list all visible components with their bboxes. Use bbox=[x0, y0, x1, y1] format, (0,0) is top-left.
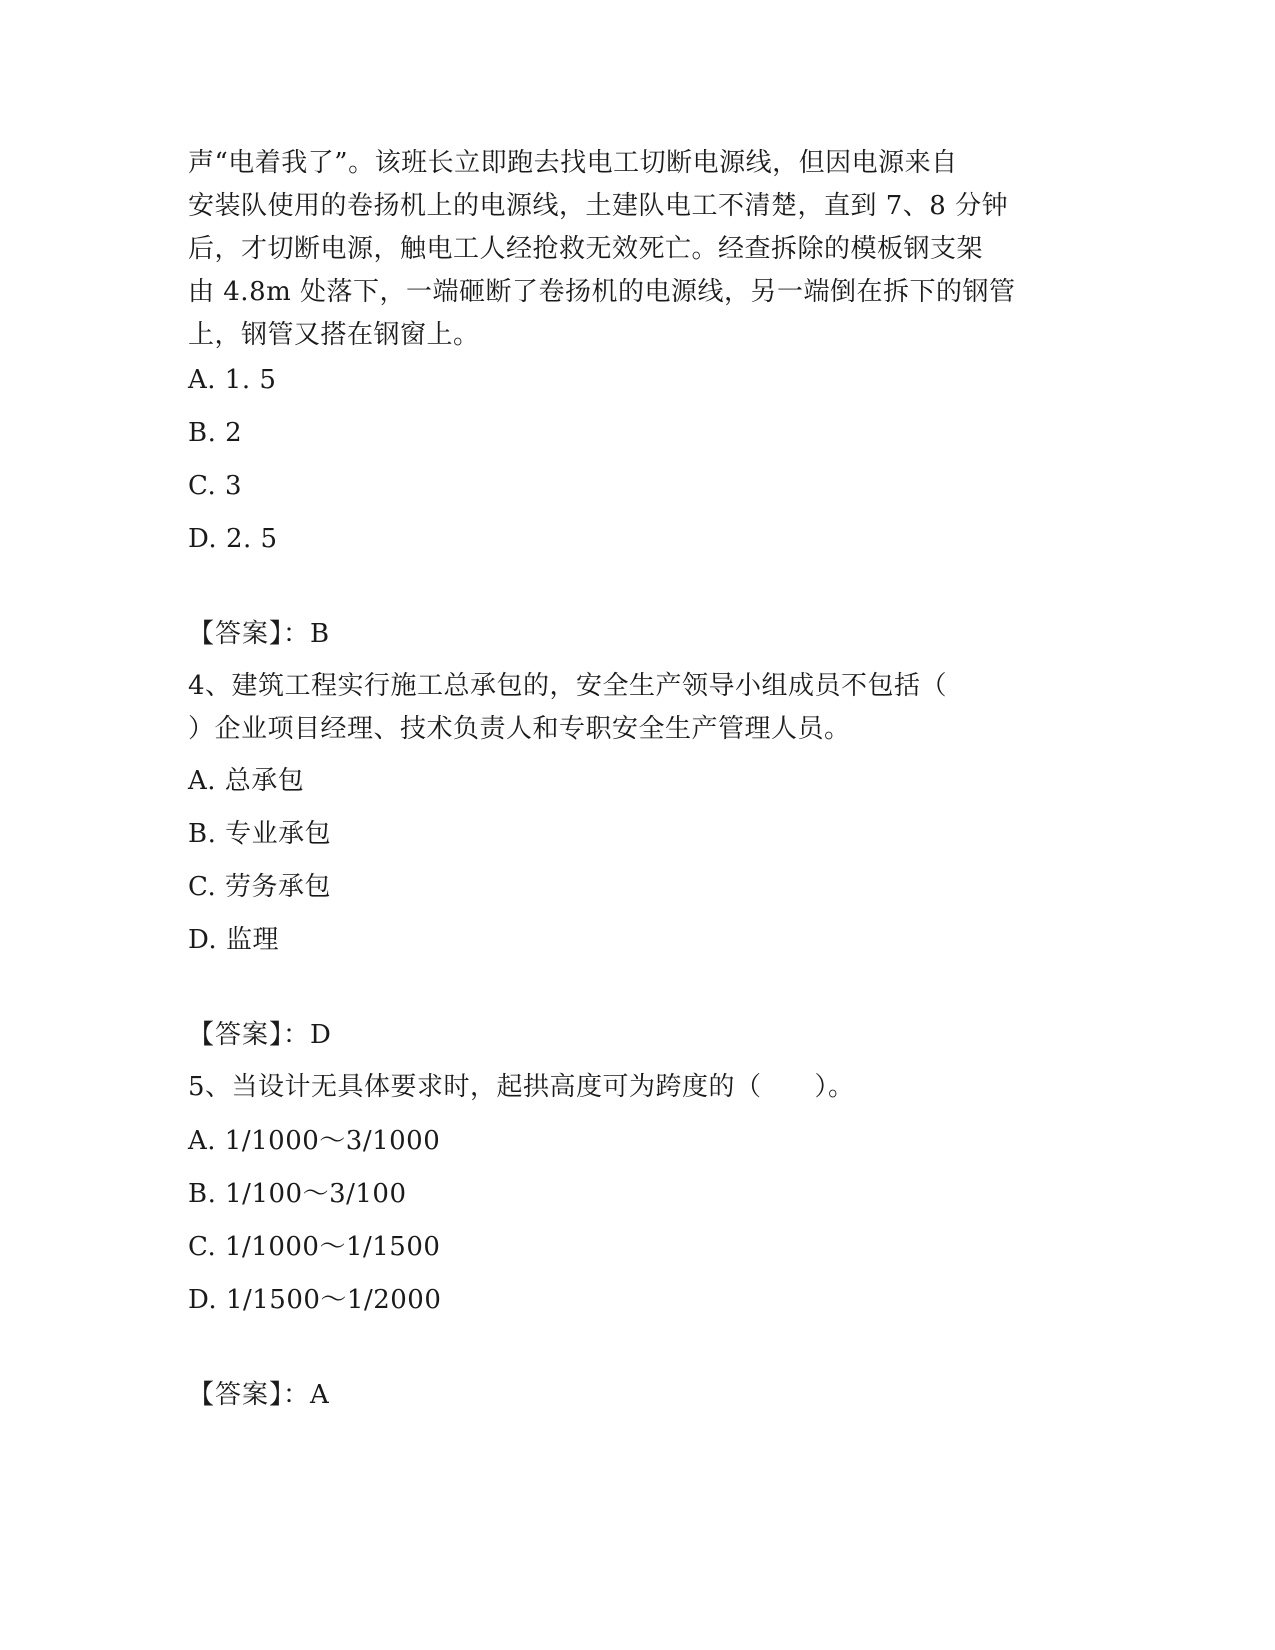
question-3-option-c: C. 3 bbox=[188, 471, 243, 501]
question-3-stem bbox=[188, 142, 1088, 357]
question-5-stem-line: 5、当设计无具体要求时，起拱高度可为跨度的（ ）。 bbox=[188, 1072, 855, 1102]
question-3-answer: 【答案】：B bbox=[188, 619, 331, 649]
question-3-option-b: B. 2 bbox=[188, 418, 243, 448]
question-4-stem bbox=[188, 665, 1088, 751]
question-4-option-b: B. 专业承包 bbox=[188, 819, 332, 849]
question-3-stem-line: 上，钢管又搭在钢窗上。 bbox=[188, 320, 480, 350]
question-4-option-a: A. 总承包 bbox=[188, 766, 305, 796]
question-4-answer: 【答案】：D bbox=[188, 1020, 332, 1050]
question-5-stem bbox=[188, 1066, 1088, 1109]
question-5-option-b: B. 1/100～3/100 bbox=[188, 1179, 407, 1209]
question-4-stem-line: 4、建筑工程实行施工总承包的，安全生产领导小组成员不包括（ bbox=[188, 671, 948, 701]
question-3-stem-line: 声“电着我了”。该班长立即跑去找电工切断电源线，但因电源来自 bbox=[188, 148, 958, 178]
question-5-option-d: D. 1/1500～1/2000 bbox=[188, 1285, 442, 1315]
question-5-answer: 【答案】：A bbox=[188, 1380, 330, 1410]
question-3-option-d: D. 2. 5 bbox=[188, 524, 278, 554]
question-4-option-d: D. 监理 bbox=[188, 925, 279, 955]
question-3-option-a: A. 1. 5 bbox=[188, 365, 277, 395]
question-5-option-a: A. 1/1000～3/1000 bbox=[188, 1126, 441, 1156]
question-4-option-c: C. 劳务承包 bbox=[188, 872, 331, 902]
question-3-stem-line: 安装队使用的卷扬机上的电源线，土建队电工不清楚，直到 7、8 分钟 bbox=[188, 191, 1009, 221]
question-3-stem-line: 后，才切断电源，触电工人经抢救无效死亡。经查拆除的模板钢支架 bbox=[188, 234, 984, 264]
question-3-stem-line: 由 4.8m 处落下，一端砸断了卷扬机的电源线，另一端倒在拆下的钢管 bbox=[188, 277, 1016, 307]
question-5-option-c: C. 1/1000～1/1500 bbox=[188, 1232, 441, 1262]
question-4-stem-line: ）企业项目经理、技术负责人和专职安全生产管理人员。 bbox=[188, 714, 851, 744]
